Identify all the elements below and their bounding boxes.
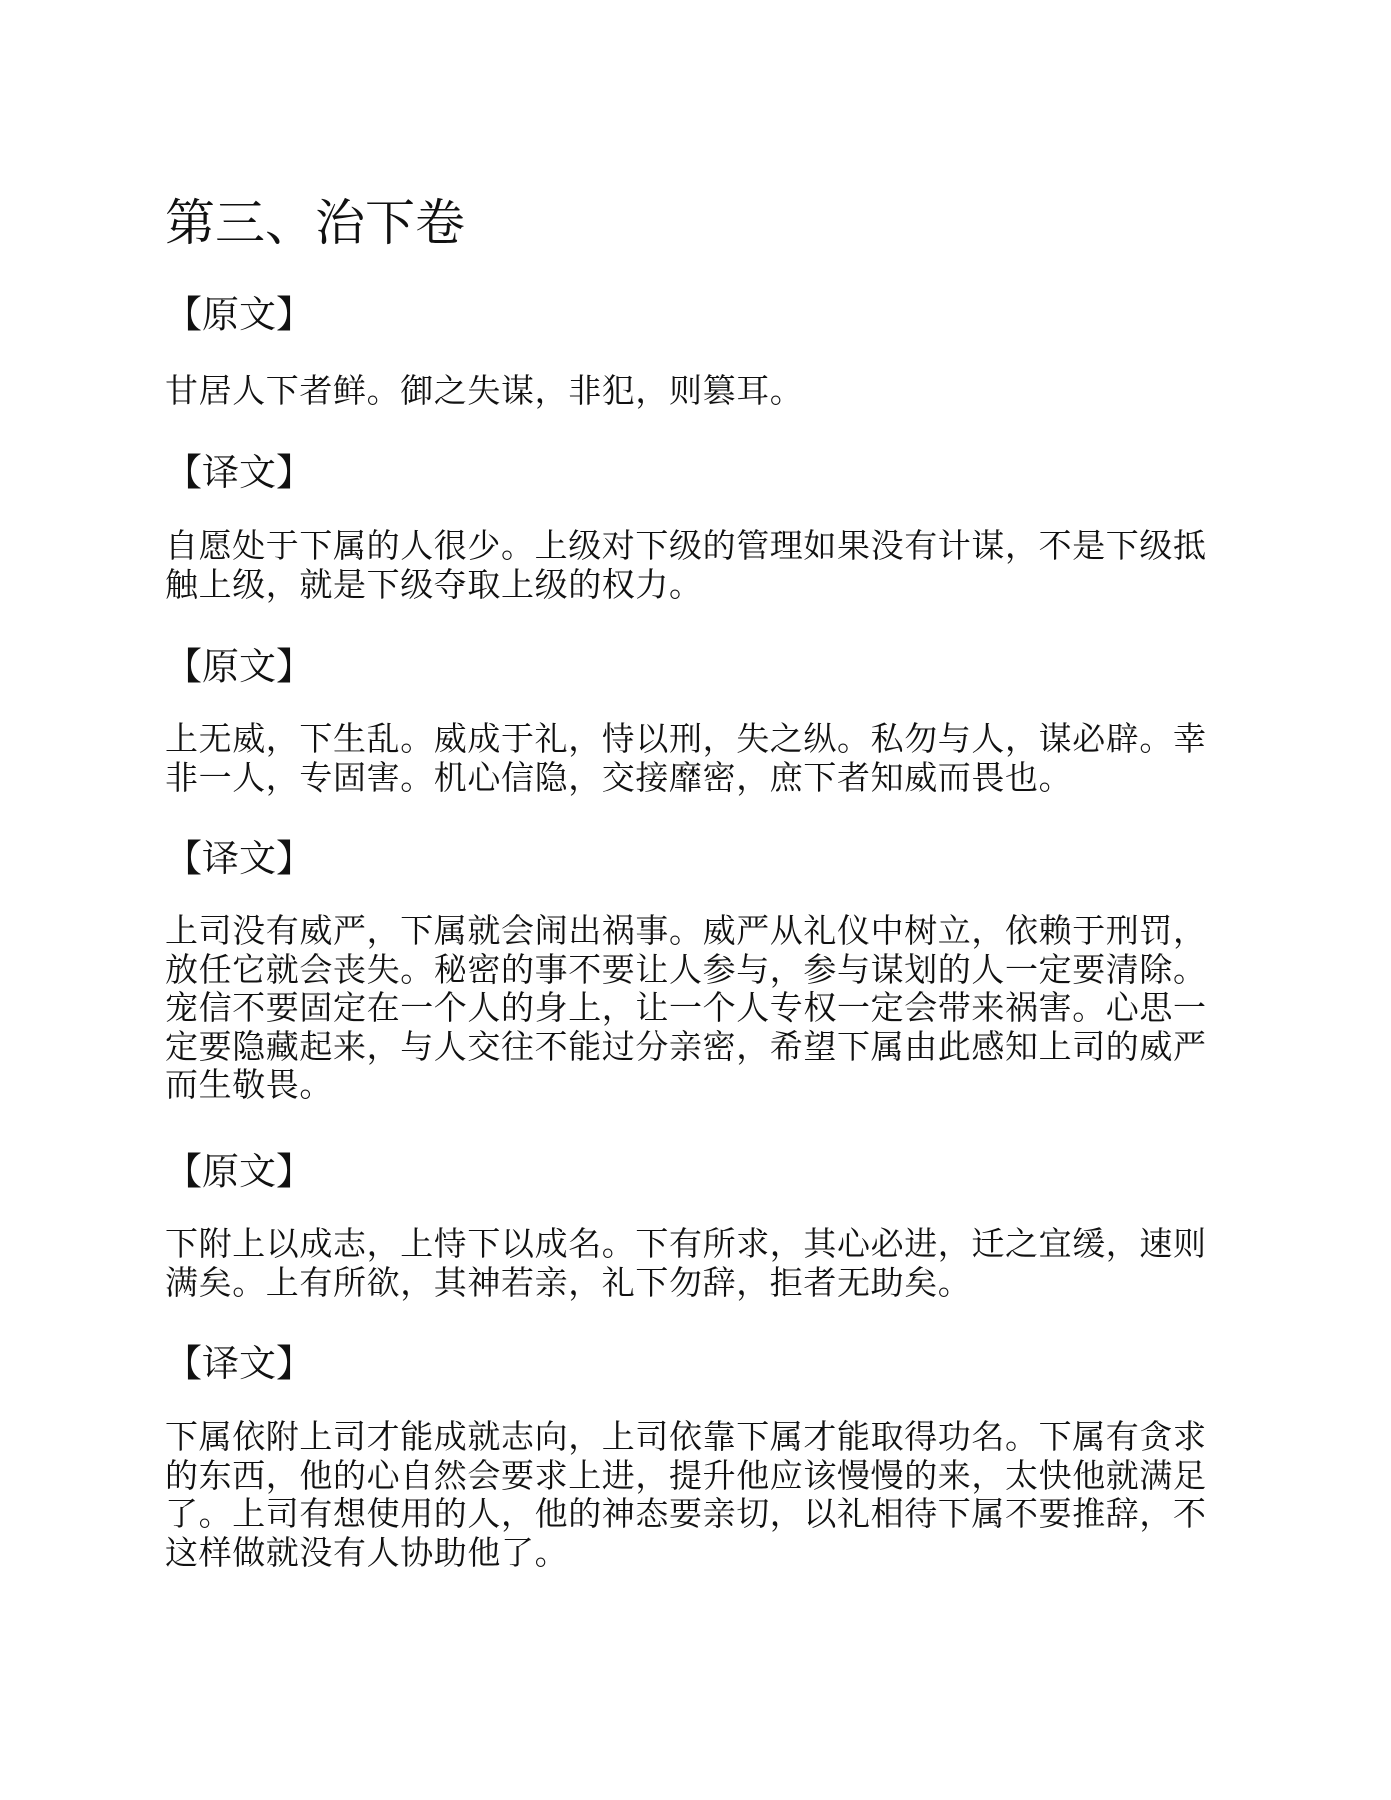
document-page <box>165 0 1225 1800</box>
section-label-original-1: 【原文】 <box>165 293 313 336</box>
paragraph-translation-3: 下属依附上司才能成就志向，上司依靠下属才能取得功名。下属有贪求的东西，他的心自然会要求上进，提升他应该慢慢的来，太快他就满足了。上司有想使用的人，他的神态要亲切，以礼相待下属不要推辞，不这样做就没有人协助他了。 <box>165 1417 1207 1572</box>
section-label-original-3: 【原文】 <box>165 1150 313 1193</box>
chapter-title: 第三、治下卷 <box>165 194 465 252</box>
paragraph-original-2: 上无威，下生乱。威成于礼，恃以刑，失之纵。私勿与人，谋必辟。幸非一人，专固害。机心信隐，交接靡密，庶下者知威而畏也。 <box>165 719 1207 797</box>
section-label-translation-3: 【译文】 <box>165 1342 313 1385</box>
section-label-original-2: 【原文】 <box>165 645 313 688</box>
paragraph-original-1: 甘居人下者鲜。御之失谋，非犯，则篡耳。 <box>165 371 804 410</box>
paragraph-original-3: 下附上以成志，上恃下以成名。下有所求，其心必进，迁之宜缓，速则满矣。上有所欲，其神若亲，礼下勿辞，拒者无助矣。 <box>165 1224 1207 1302</box>
section-label-translation-1: 【译文】 <box>165 451 313 494</box>
paragraph-translation-2: 上司没有威严，下属就会闹出祸事。威严从礼仪中树立，依赖于刑罚，放任它就会丧失。秘密的事不要让人参与，参与谋划的人一定要清除。宠信不要固定在一个人的身上，让一个人专权一定会带来祸害。心思一定要隐藏起来，与人交往不能过分亲密，希望下属由此感知上司的威严而生敬畏。 <box>165 911 1207 1104</box>
paragraph-translation-1: 自愿处于下属的人很少。上级对下级的管理如果没有计谋，不是下级抵触上级，就是下级夺取上级的权力。 <box>165 526 1207 604</box>
section-label-translation-2: 【译文】 <box>165 837 313 880</box>
